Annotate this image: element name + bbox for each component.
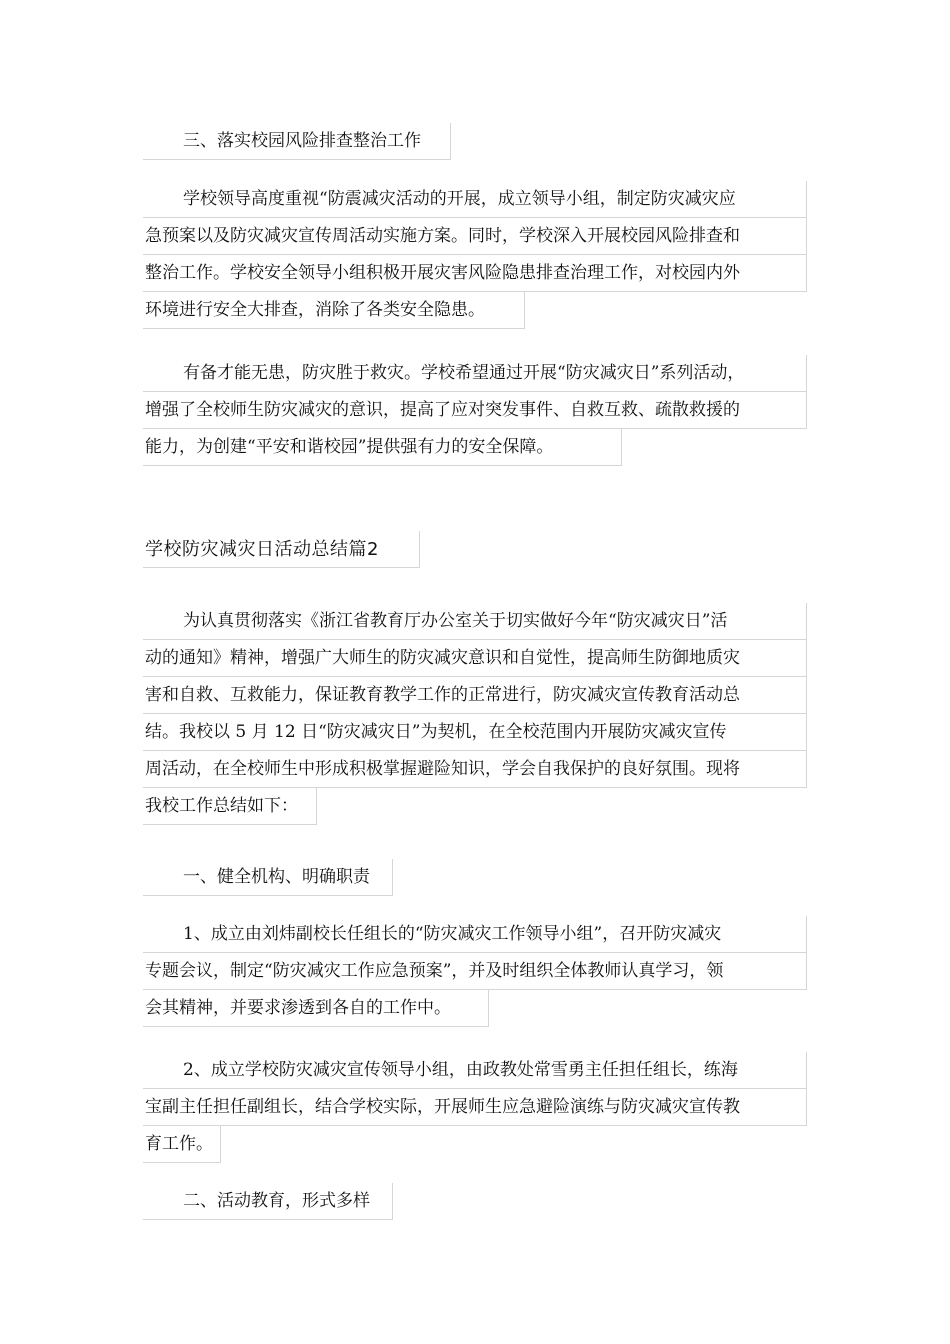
article-title bbox=[143, 531, 420, 568]
section-heading-organization bbox=[143, 859, 393, 896]
heading-text: 二、活动教育，形式多样 bbox=[143, 1183, 393, 1220]
paragraph-line: 专题会议，制定“防灾减灾工作应急预案”，并及时组织全体教师认真学习，领 bbox=[143, 953, 807, 990]
paragraph-line: 学校领导高度重视“防震减灾活动的开展，成立领导小组，制定防灾减灾应 bbox=[143, 181, 807, 218]
section-heading-risk-check bbox=[143, 123, 451, 160]
paragraph-line: 2、成立学校防灾减灾宣传领导小组，由政教处常雪勇主任担任组长，练海 bbox=[143, 1052, 807, 1089]
article-title-text: 学校防灾减灾日活动总结篇2 bbox=[143, 531, 420, 568]
paragraph-line: 有备才能无患，防灾胜于救灾。学校希望通过开展“防灾减灾日”系列活动， bbox=[143, 355, 807, 392]
paragraph-item-2 bbox=[143, 1052, 807, 1163]
paragraph-line: 整治工作。学校安全领导小组积极开展灾害风险隐患排查治理工作，对校园内外 bbox=[143, 255, 807, 292]
paragraph-line: 环境进行安全大排查，消除了各类安全隐患。 bbox=[143, 292, 525, 329]
paragraph-line: 结。我校以 5 月 12 日“防灾减灾日”为契机，在全校范围内开展防灾减灾宣传 bbox=[143, 714, 807, 751]
paragraph-item-1 bbox=[143, 916, 807, 1027]
paragraph-line: 我校工作总结如下： bbox=[143, 788, 317, 825]
paragraph-preparedness bbox=[143, 355, 807, 466]
paragraph-line: 增强了全校师生防灾减灾的意识，提高了应对突发事件、自救互救、疏散救援的 bbox=[143, 392, 807, 429]
paragraph-line: 害和自救、互救能力，保证教育教学工作的正常进行，防灾减灾宣传教育活动总 bbox=[143, 677, 807, 714]
paragraph-line: 周活动，在全校师生中形成积极掌握避险知识，学会自我保护的良好氛围。现将 bbox=[143, 751, 807, 788]
paragraph-line: 育工作。 bbox=[143, 1126, 221, 1163]
section-heading-activities bbox=[143, 1183, 393, 1220]
paragraph-line: 宝副主任担任副组长，结合学校实际，开展师生应急避险演练与防灾减灾宣传教 bbox=[143, 1089, 807, 1126]
paragraph-line: 能力，为创建“平安和谐校园”提供强有力的安全保障。 bbox=[143, 429, 622, 466]
paragraph-line: 急预案以及防灾减灾宣传周活动实施方案。同时，学校深入开展校园风险排查和 bbox=[143, 218, 807, 255]
paragraph-line: 动的通知》精神，增强广大师生的防灾减灾意识和自觉性，提高师生防御地质灾 bbox=[143, 640, 807, 677]
paragraph-line: 会其精神，并要求渗透到各自的工作中。 bbox=[143, 990, 489, 1027]
paragraph-risk-check bbox=[143, 181, 807, 329]
heading-text: 三、落实校园风险排查整治工作 bbox=[143, 123, 451, 160]
paragraph-line: 1、成立由刘炜副校长任组长的“防灾减灾工作领导小组”，召开防灾减灾 bbox=[143, 916, 807, 953]
heading-text: 一、健全机构、明确职责 bbox=[143, 859, 393, 896]
paragraph-line: 为认真贯彻落实《浙江省教育厅办公室关于切实做好今年“防灾减灾日”活 bbox=[143, 603, 807, 640]
paragraph-intro bbox=[143, 603, 807, 825]
